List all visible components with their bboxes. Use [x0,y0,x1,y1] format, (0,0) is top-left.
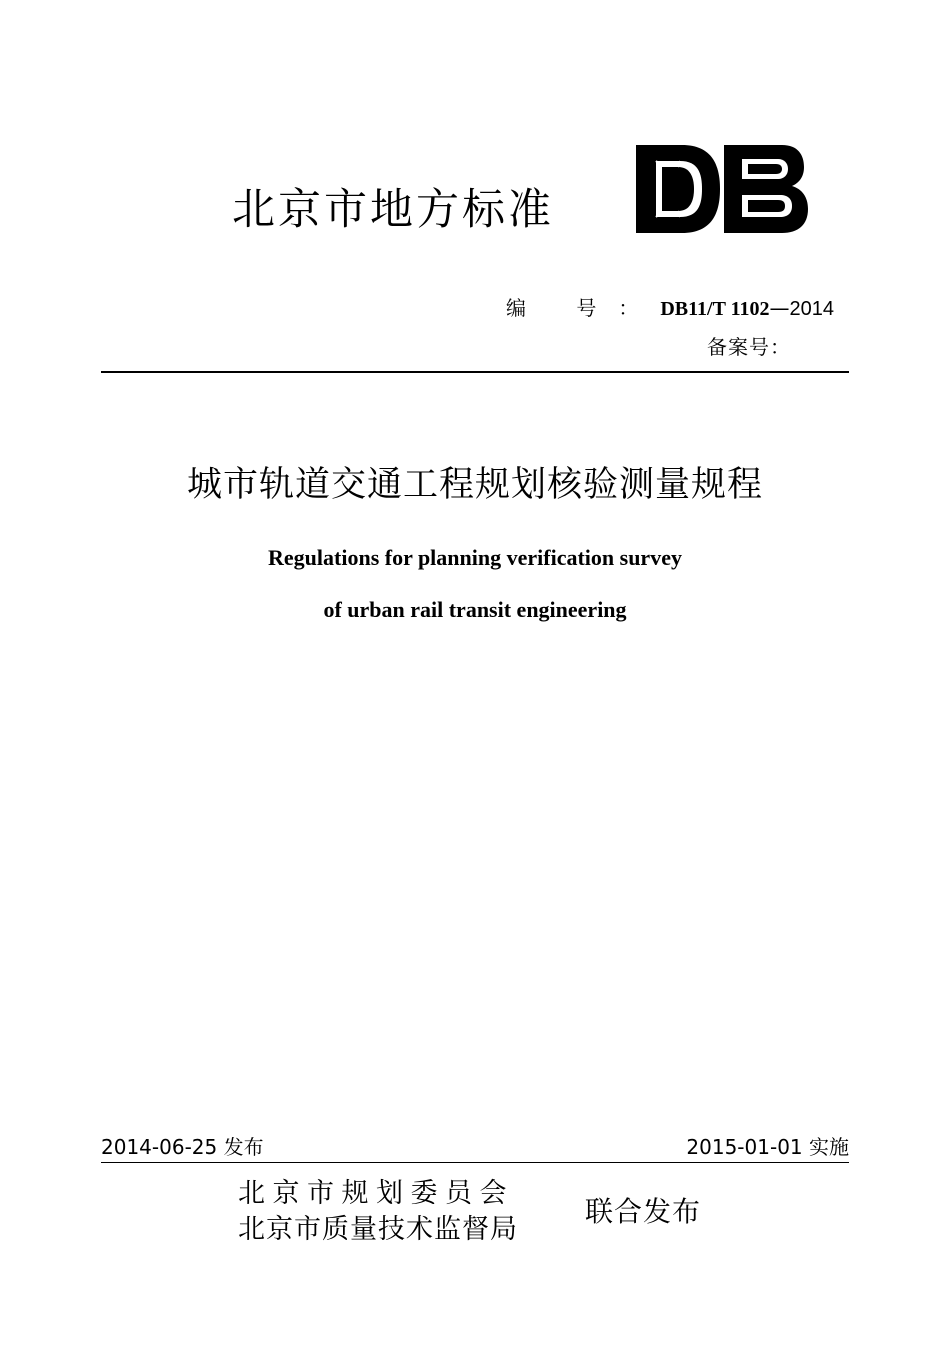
top-divider [101,371,849,373]
bottom-divider [101,1162,849,1163]
implement-date: 2015-01-01 实施 [686,1135,849,1159]
english-title-line1: Regulations for planning verification survey [268,545,682,570]
code-year: 2014 [789,298,834,320]
code-value: DB11/T 1102 [660,298,770,320]
issuer-org-1: 北京市规划委员会 [238,1178,514,1209]
code-dash: — [769,296,790,320]
english-title-line2: of urban rail transit engineering [323,597,627,622]
joint-issue-label: 联合发布 [585,1197,702,1228]
chinese-title: 城市轨道交通工程规划核验测量规程 [186,465,763,505]
issuer-org-2: 北京市质量技术监督局 [238,1214,518,1245]
standard-type-heading: 北京市地方标准 [232,185,554,235]
standard-code [506,295,834,322]
db-logo-icon [632,143,808,235]
publish-date: 2014-06-25 发布 [101,1135,264,1159]
code-label: 编 号： [506,296,661,320]
record-number-label: 备案号： [707,335,791,359]
